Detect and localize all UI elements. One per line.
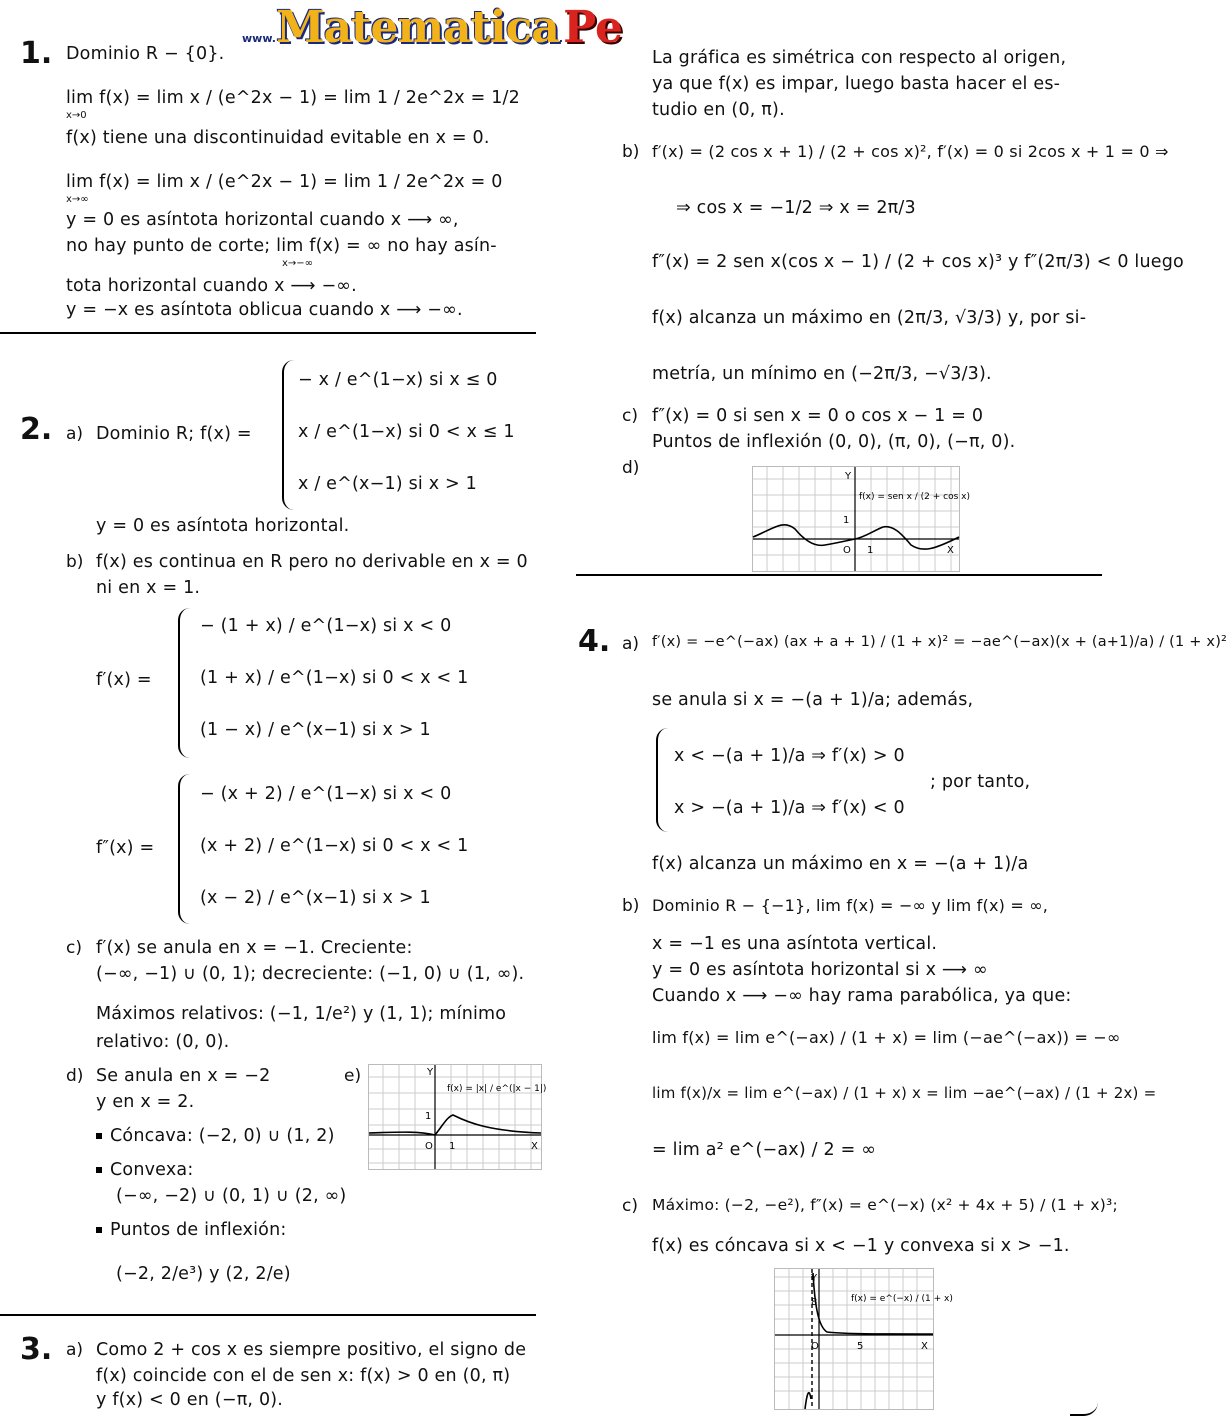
item-label-c: c) [622,406,638,426]
grid [369,1065,541,1169]
text-line: Como 2 + cos x es siempre positivo, el signo de [96,1340,527,1360]
bullet-icon [96,1133,102,1139]
function-curve-left [805,1393,811,1409]
case-line: − x / e^(1−x) si x ≤ 0 [298,370,498,390]
logo-dot: . [558,32,564,45]
text-line: y = −x es asíntota oblicua cuando x ⟶ −∞. [66,300,463,320]
formula-label: f(x) = |x| / e^(|x − 1|) [447,1084,547,1094]
bullet-icon [96,1227,102,1233]
limit-subscript: x→−∞ [282,258,314,269]
limit-subscript: x→∞ [66,194,89,205]
text-line: lim f(x)/x = lim e^(−ax) / (1 + x) x = lim −ae^(−ax) / (1 + 2x) = [652,1084,1157,1102]
text-line: no hay punto de corte; lim f(x) = ∞ no hay asín- [66,236,497,256]
item-label-c: c) [66,938,82,958]
grid [753,467,959,571]
text-line: tota horizontal cuando x ⟶ −∞. [66,276,357,296]
text-line: f″(x) = 2 sen x(cos x − 1) / (2 + cos x)³ y f″(2π/3) < 0 luego [652,252,1184,272]
text-line: La gráfica es simétrica con respecto al origen, [652,48,1067,68]
text-line: y = 0 es asíntota horizontal si x ⟶ ∞ [652,960,988,980]
text-line: f(x) tiene una discontinuidad evitable en x = 0. [66,128,490,148]
origin-label: O [811,1341,819,1352]
section-number: 3. [20,1332,53,1367]
function-curve [753,525,959,549]
text-line: f(x) es cóncava si x < −1 y convexa si x > −1. [652,1236,1070,1256]
brace [178,608,190,758]
text-line: ; por tanto, [930,772,1031,792]
logo-pe: Pe [563,2,624,53]
item-label-c: c) [622,1196,638,1216]
case-line: (x + 2) / e^(1−x) si 0 < x < 1 [200,836,469,856]
bullet-icon [96,1167,102,1173]
text-line: f′(x) se anula en x = −1. Creciente: [96,938,413,958]
text-line: ⇒ cos x = −1/2 ⇒ x = 2π/3 [676,198,916,218]
case-line: x / e^(1−x) si 0 < x ≤ 1 [298,422,515,442]
text-line: Dominio R − {0}. [66,44,225,64]
text-line: lim f(x) = lim e^(−ax) / (1 + x) = lim (−ae^(−ax)) = −∞ [652,1028,1121,1047]
section-number: 2. [20,412,53,447]
case-line: − (x + 2) / e^(1−x) si x < 0 [200,784,452,804]
item-label-b: b) [622,896,640,916]
text-line: y f(x) < 0 en (−π, 0). [96,1390,284,1410]
graph-4c [774,1268,953,1410]
item-label-d: d) [66,1066,84,1086]
text-line: (−∞, −2) ∪ (0, 1) ∪ (2, ∞) [116,1186,347,1206]
text-line: Máximos relativos: (−1, 1/e²) y (1, 1); mínimo [96,1004,507,1024]
text-line: Dominio R; f(x) = [96,424,252,444]
text-line: metría, un mínimo en (−2π/3, −√3/3). [652,364,992,384]
section-divider [0,1314,536,1316]
case-line: x < −(a + 1)/a ⇒ f′(x) > 0 [674,746,905,766]
item-label-e: e) [344,1066,362,1086]
y-tick: 1 [843,515,850,526]
site-logo[interactable] [242,2,623,56]
x-tick: 5 [857,1341,864,1352]
logo-main: Matematica [275,2,559,53]
grid [775,1269,933,1409]
text-line: f(x) es continua en R pero no derivable en x = 0 [96,552,528,572]
section-divider [0,332,536,334]
brace [178,774,190,924]
bullet-item: Convexa: [96,1160,193,1180]
x-tick: 1 [449,1141,456,1152]
section-divider [576,574,1102,576]
text-line: f′(x) = (2 cos x + 1) / (2 + cos x)², f′(x) = 0 si 2cos x + 1 = 0 ⇒ [652,142,1169,161]
case-line: (1 − x) / e^(x−1) si x > 1 [200,720,431,740]
formula-label: f(x) = e^(−x) / (1 + x) [851,1294,953,1304]
limit-subscript: x→0 [66,110,87,121]
text-line: lim f(x) = lim x / (e^2x − 1) = lim 1 / 2e^2x = 1/2 [66,88,520,108]
section-number: 4. [578,624,611,659]
text-line: lim f(x) = lim x / (e^2x − 1) = lim 1 / 2e^2x = 0 [66,172,503,192]
item-label-b: b) [622,142,640,162]
origin-label: O [843,545,851,556]
graph-2e [368,1064,547,1170]
text-line: (−∞, −1) ∪ (0, 1); decreciente: (−1, 0) ∪ (1, ∞). [96,964,525,984]
origin-label: O [425,1141,433,1152]
text-line: y en x = 2. [96,1092,195,1112]
x-tick: 1 [867,545,874,556]
text-line: Cuando x ⟶ −∞ hay rama parabólica, ya que: [652,986,1072,1006]
page-corner-mark [1070,1396,1098,1416]
bullet-item: Puntos de inflexión: [96,1220,286,1240]
case-line: − (1 + x) / e^(1−x) si x < 0 [200,616,452,636]
graph-3d [752,466,970,572]
text-line: ya que f(x) es impar, luego basta hacer el es- [652,74,1061,94]
fsecond-label: f″(x) = [96,838,155,858]
y-tick: 8 [811,1297,818,1308]
y-tick: 1 [425,1111,432,1122]
bullet-item: Cóncava: (−2, 0) ∪ (1, 2) [96,1126,335,1146]
brace [656,728,668,832]
logo-www: www. [242,32,276,45]
text-line: Máximo: (−2, −e²), f″(x) = e^(−x) (x² + 4x + 5) / (1 + x)³; [652,1196,1118,1214]
y-label: Y [811,1273,818,1284]
item-label-a: a) [66,1340,84,1360]
case-line: x / e^(x−1) si x > 1 [298,474,477,494]
text-line: Se anula en x = −2 [96,1066,271,1086]
text-line: (−2, 2/e³) y (2, 2/e) [116,1264,291,1284]
text-line: se anula si x = −(a + 1)/a; además, [652,690,974,710]
brace [282,360,294,510]
item-label-a: a) [66,424,84,444]
text-line: y = 0 es asíntota horizontal cuando x ⟶ ∞, [66,210,459,230]
text-line: = lim a² e^(−ax) / 2 = ∞ [652,1140,877,1160]
fprime-label: f′(x) = [96,670,152,690]
x-label: X [921,1341,928,1352]
case-line: x > −(a + 1)/a ⇒ f′(x) < 0 [674,798,905,818]
y-label: Y [427,1067,434,1078]
text-line: Dominio R − {−1}, lim f(x) = −∞ y lim f(x) = ∞, [652,896,1049,915]
text-line: tudio en (0, π). [652,100,785,120]
text-line: f(x) alcanza un máximo en x = −(a + 1)/a [652,854,1029,874]
text-line: ni en x = 1. [96,578,201,598]
text-line: relativo: (0, 0). [96,1032,230,1052]
formula-label: f(x) = sen x / (2 + cos x) [859,492,970,502]
y-label: Y [845,471,852,482]
item-label-a: a) [622,634,640,654]
section-number: 1. [20,36,53,71]
case-line: (1 + x) / e^(1−x) si 0 < x < 1 [200,668,469,688]
text-line: Puntos de inflexión (0, 0), (π, 0), (−π, 0). [652,432,1016,452]
text-line: f(x) alcanza un máximo en (2π/3, √3/3) y, por si- [652,308,1087,328]
item-label-b: b) [66,552,84,572]
text-line: x = −1 es una asíntota vertical. [652,934,938,954]
x-label: X [947,545,954,556]
item-label-d: d) [622,458,640,478]
text-line: y = 0 es asíntota horizontal. [96,516,350,536]
case-line: (x − 2) / e^(x−1) si x > 1 [200,888,431,908]
x-label: X [531,1141,538,1152]
text-line: f″(x) = 0 si sen x = 0 o cos x − 1 = 0 [652,406,984,426]
text-line: f(x) coincide con el de sen x: f(x) > 0 en (0, π) [96,1366,511,1386]
text-line: f′(x) = −e^(−ax) (ax + a + 1) / (1 + x)² = −ae^(−ax)(x + (a+1)/a) / (1 + x)² [652,634,1227,650]
